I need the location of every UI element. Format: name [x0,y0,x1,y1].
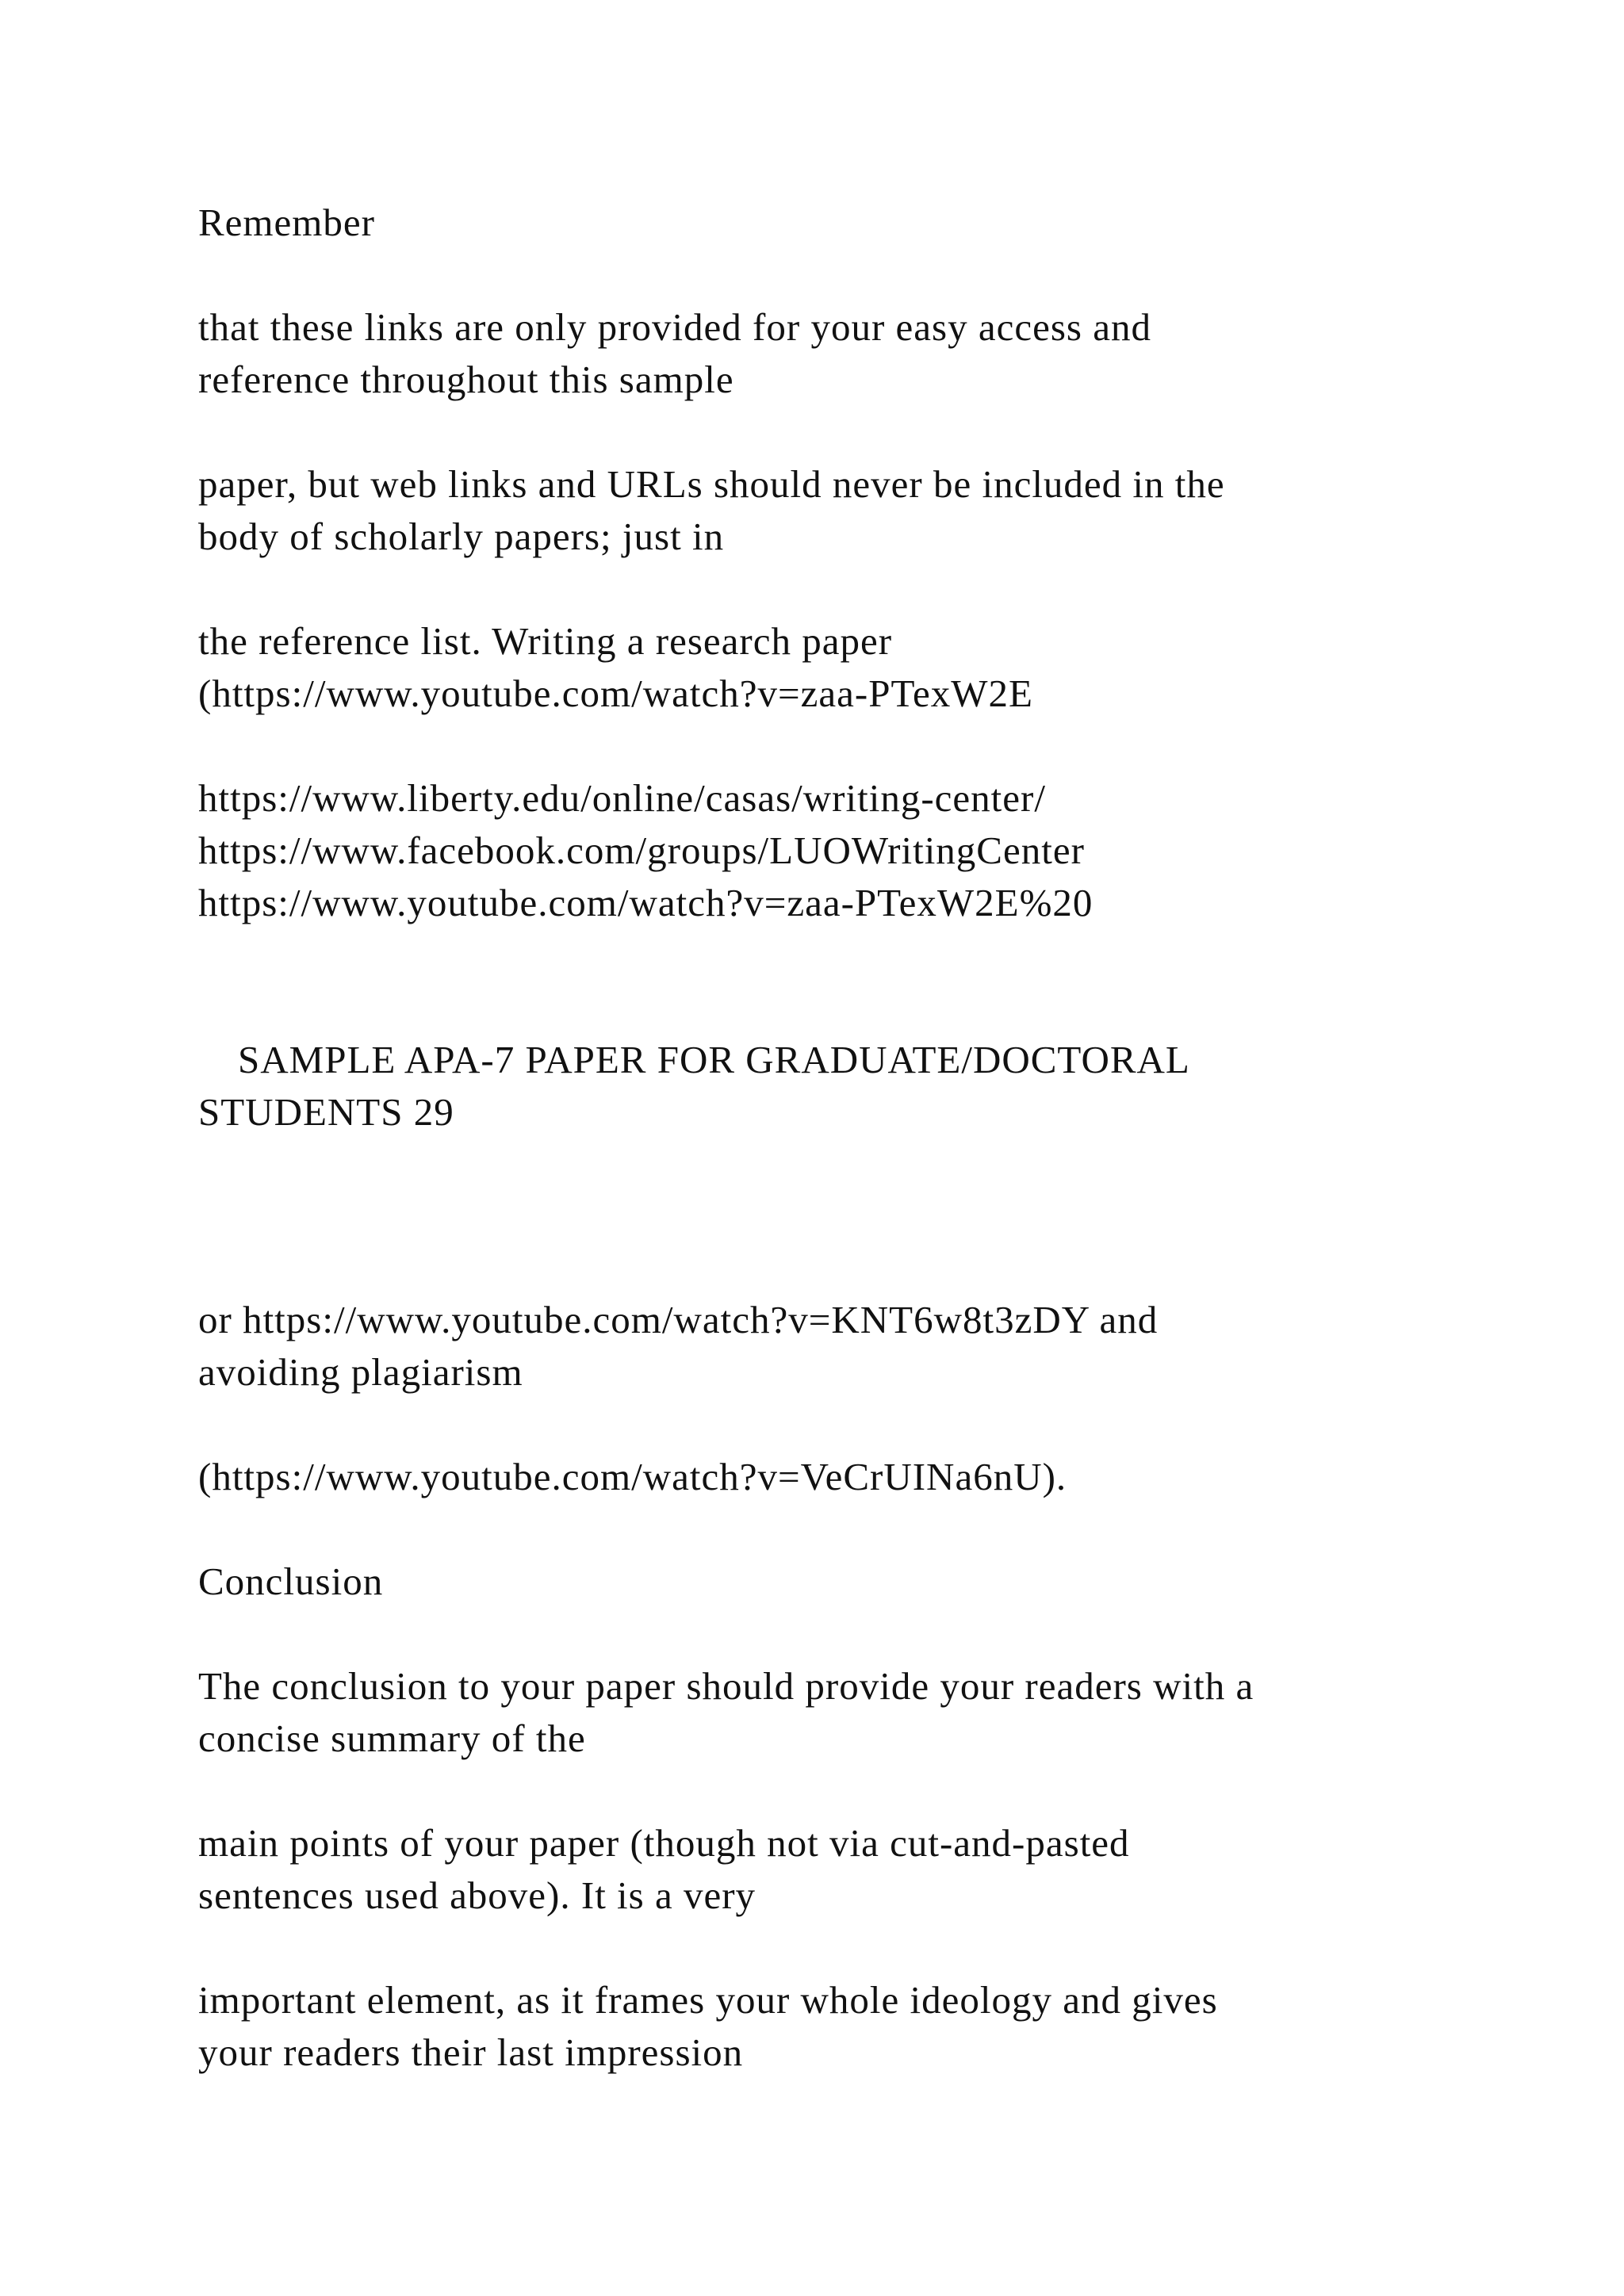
text-line: body of scholarly papers; just in [198,515,725,558]
paragraph-links-note [198,301,1483,406]
running-head-line: SAMPLE APA-7 PAPER FOR GRADUATE/DOCTORAL [238,1038,1190,1081]
paragraph-conclusion-3 [198,1974,1483,2079]
text-line: main points of your paper (though not via cut-and-pasted [198,1821,1130,1865]
text-line: the reference list. Writing a research paper [198,619,893,663]
heading-line: Conclusion [198,1559,384,1603]
paragraph-reference-list [198,615,1483,720]
text-line: Remember [198,201,375,244]
text-line: The conclusion to your paper should provide your readers with a [198,1664,1254,1708]
paragraph-web-links [198,458,1483,563]
text-line: (https://www.youtube.com/watch?v=zaa-PTexW2E [198,672,1033,715]
paragraph-conclusion-1 [198,1660,1483,1765]
url-line: https://www.facebook.com/groups/LUOWritingCenter [198,828,1085,872]
text-line: reference throughout this sample [198,358,734,401]
paragraph-plagiarism-url [198,1451,1483,1503]
url-line: https://www.youtube.com/watch?v=zaa-PTexW2E%20 [198,881,1094,924]
text-line: paper, but web links and URLs should never be included in the [198,462,1225,506]
text-line: avoiding plagiarism [198,1350,523,1394]
text-line: your readers their last impression [198,2030,744,2074]
section-heading-conclusion [198,1556,1483,1608]
paragraph-remember [198,197,1483,249]
url-line: https://www.liberty.edu/online/casas/writing-center/ [198,776,1046,820]
text-line: sentences used above). It is a very [198,1873,756,1917]
text-line: that these links are only provided for your easy access and [198,305,1151,349]
running-head-line: STUDENTS 29 [198,1090,454,1134]
text-line: important element, as it frames your whole ideology and gives [198,1978,1218,2022]
text-line: (https://www.youtube.com/watch?v=VeCrUINa6nU). [198,1455,1067,1498]
running-head [198,1034,1483,1138]
paragraph-conclusion-2 [198,1817,1483,1922]
paragraph-plagiarism [198,1294,1483,1399]
text-line: or https://www.youtube.com/watch?v=KNT6w8t3zDY and [198,1298,1159,1341]
paragraph-urls [198,772,1483,929]
text-line: concise summary of the [198,1716,586,1760]
